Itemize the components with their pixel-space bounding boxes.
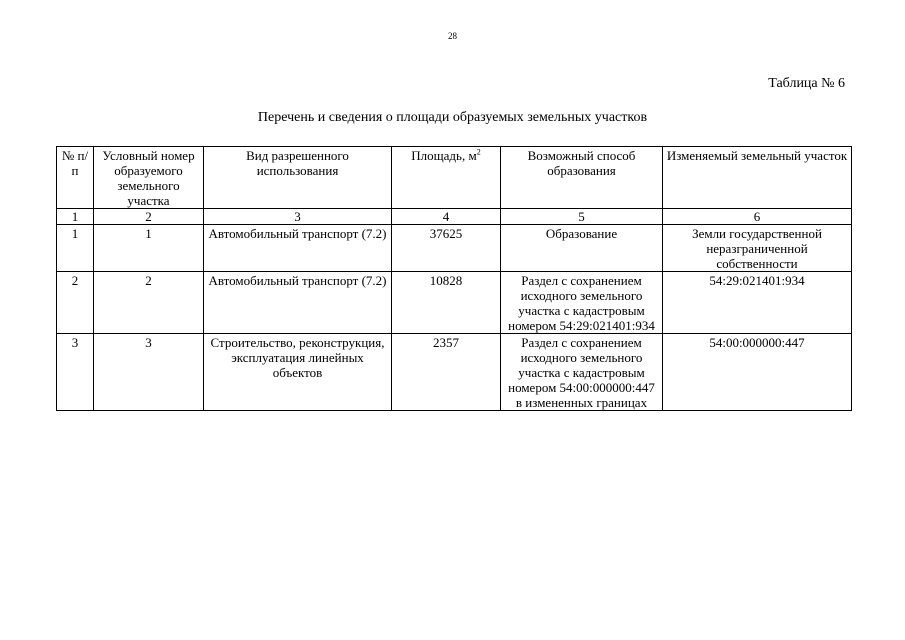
header-method: Возможный способ образования [501, 147, 663, 209]
cell-num: 2 [57, 272, 94, 334]
cell-area: 37625 [392, 225, 501, 272]
column-index-row [57, 209, 852, 225]
land-plots-table [56, 146, 852, 411]
column-index: 3 [204, 209, 392, 225]
header-num: № п/п [57, 147, 94, 209]
cell-cond-number: 2 [94, 272, 204, 334]
cell-method: Раздел с сохранением исходного земельного участка с кадастровым номером 54:00:000000:447 в измененных границах [501, 334, 663, 411]
header-changed-plot: Изменяемый земельный участок [663, 147, 852, 209]
cell-changed-plot: 54:29:021401:934 [663, 272, 852, 334]
header-area [392, 147, 501, 209]
table-row [57, 225, 852, 272]
cell-area: 2357 [392, 334, 501, 411]
table-number: Таблица № 6 [768, 76, 845, 91]
page-number: 28 [448, 31, 457, 41]
cell-area: 10828 [392, 272, 501, 334]
cell-changed-plot: 54:00:000000:447 [663, 334, 852, 411]
header-cond-number: Условный номер образуемого земельного участка [94, 147, 204, 209]
cell-use-type: Строительство, реконструкция, эксплуатация линейных объектов [204, 334, 392, 411]
cell-num: 1 [57, 225, 94, 272]
cell-cond-number: 3 [94, 334, 204, 411]
table-row [57, 334, 852, 411]
column-index: 5 [501, 209, 663, 225]
cell-method: Раздел с сохранением исходного земельного участка с кадастровым номером 54:29:021401:934 [501, 272, 663, 334]
cell-cond-number: 1 [94, 225, 204, 272]
header-area-label: Площадь, м [411, 148, 477, 163]
column-index: 1 [57, 209, 94, 225]
cell-num: 3 [57, 334, 94, 411]
cell-use-type: Автомобильный транспорт (7.2) [204, 272, 392, 334]
cell-method: Образование [501, 225, 663, 272]
column-index: 4 [392, 209, 501, 225]
table-header-row [57, 147, 852, 209]
cell-use-type: Автомобильный транспорт (7.2) [204, 225, 392, 272]
cell-changed-plot: Земли государственной неразграниченной собственности [663, 225, 852, 272]
table-row [57, 272, 852, 334]
column-index: 2 [94, 209, 204, 225]
table-title: Перечень и сведения о площади образуемых земельных участков [257, 110, 648, 125]
column-index: 6 [663, 209, 852, 225]
header-use-type: Вид разрешенного использования [204, 147, 392, 209]
header-area-sup: 2 [476, 147, 481, 157]
